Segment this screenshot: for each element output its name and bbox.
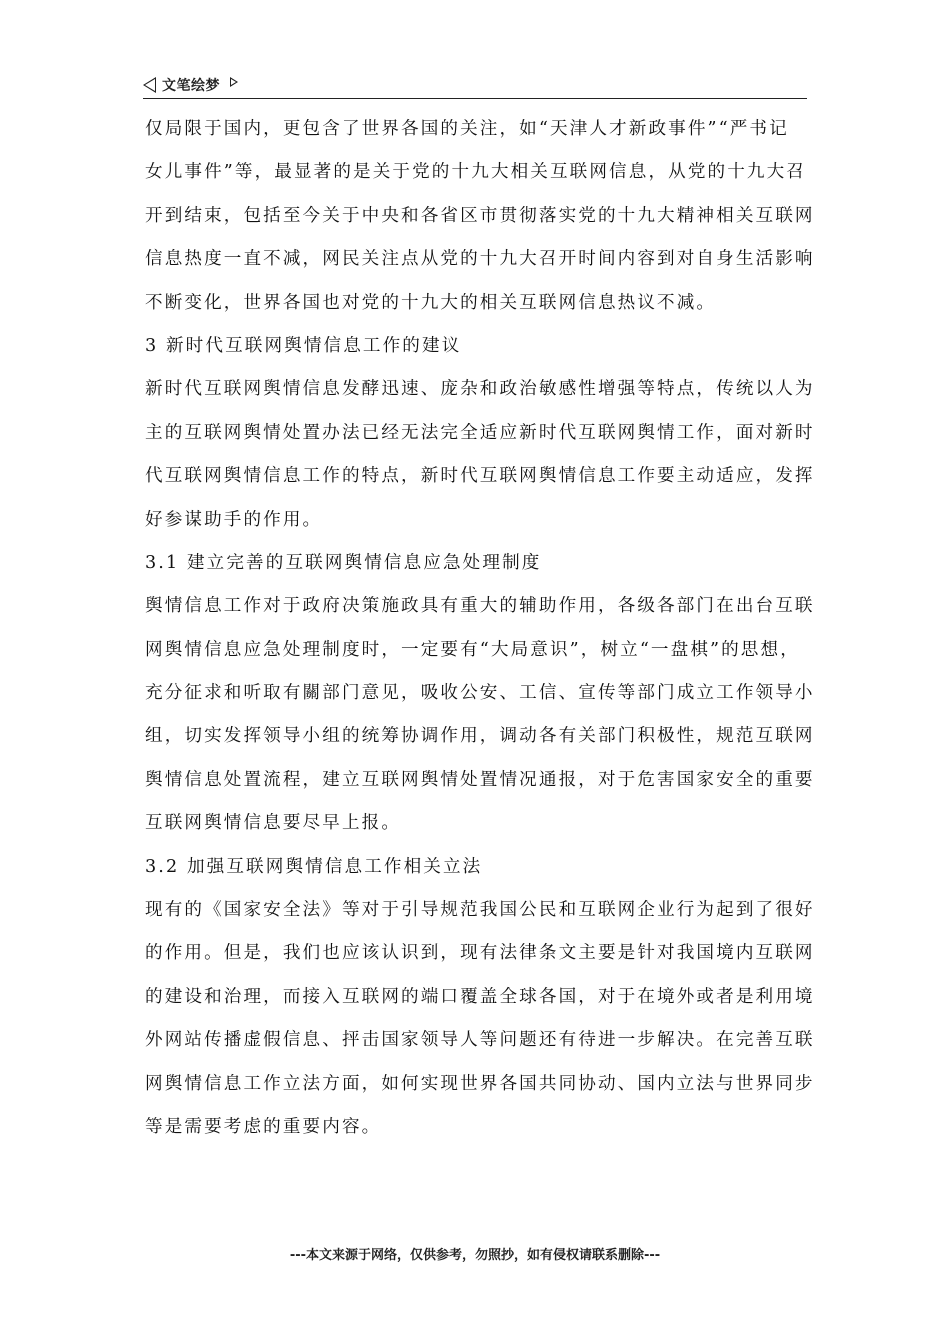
text-line: 现有的《国家安全法》等对于引导规范我国公民和互联网企业行为起到了很好 — [145, 900, 815, 921]
text-line: 代互联网舆情信息工作的特点，新时代互联网舆情信息工作要主动适应，发挥 — [145, 466, 815, 487]
text-line: 主的互联网舆情处置办法已经无法完全适应新时代互联网舆情工作，面对新时 — [145, 422, 815, 443]
text-line: 的作用。但是，我们也应该认识到，现有法律条文主要是针对我国境内互联网 — [145, 943, 815, 964]
section-heading: 3 新时代互联网舆情信息工作的建议 — [145, 335, 462, 356]
text-line: 开到结束，包括至今关于中央和各省区市贯彻落实党的十九大精神相关互联网 — [145, 205, 815, 226]
text-line: 信息热度一直不减，网民关注点从党的十九大召开时间内容到对自身生活影响 — [145, 249, 815, 270]
subsection-heading: 3.2 加强互联网舆情信息工作相关立法 — [145, 856, 483, 877]
text-line: 组，切实发挥领导小组的统筹协调作用，调动各有关部门积极性，规范互联网 — [145, 726, 815, 747]
text-line: 网舆情信息应急处理制度时，一定要有“大局意识”，树立“一盘棋”的思想， — [145, 639, 800, 660]
text-line: 互联网舆情信息要尽早上报。 — [145, 813, 402, 834]
text-line: 新时代互联网舆情信息发酵迅速、庞杂和政治敏感性增强等特点，传统以人为 — [145, 379, 815, 400]
right-triangle-icon — [230, 77, 238, 87]
text-line: 舆情信息处置流程，建立互联网舆情处置情况通报，对于危害国家安全的重要 — [145, 769, 815, 790]
page-header — [143, 72, 807, 99]
text-line: 外网站传播虚假信息、抨击国家领导人等问题还有待进一步解决。在完善互联 — [145, 1030, 815, 1051]
text-line: 不断变化，世界各国也对党的十九大的相关互联网信息热议不减。 — [145, 292, 717, 313]
text-line: 的建设和治理，而接入互联网的端口覆盖全球各国，对于在境外或者是利用境 — [145, 986, 815, 1007]
footer-notice: ---本文来源于网络，仅供参考，勿照抄，如有侵权请联系删除--- — [289, 1248, 661, 1263]
text-line: 网舆情信息工作立法方面，如何实现世界各国共同协动、国内立法与世界同步 — [145, 1073, 815, 1094]
text-line: 充分征求和听取有關部门意见，吸收公安、工信、宣传等部门成立工作领导小 — [145, 683, 815, 704]
text-line: 仅局限于国内，更包含了世界各国的关注，如“天津人才新政事件”“严书记 — [145, 119, 789, 139]
document-body — [145, 108, 815, 1149]
text-line: 好参谋助手的作用。 — [145, 509, 323, 530]
text-line: 女儿事件”等，最显著的是关于党的十九大相关互联网信息，从党的十九大召 — [145, 162, 806, 183]
left-triangle-icon — [143, 77, 156, 93]
header-brand: 文笔绘梦 — [162, 78, 220, 94]
text-line: 舆情信息工作对于政府决策施政具有重大的辅助作用，各级各部门在出台互联 — [145, 596, 815, 617]
text-line: 等是需要考虑的重要内容。 — [145, 1116, 382, 1137]
subsection-heading: 3.1 建立完善的互联网舆情信息应急处理制度 — [145, 552, 542, 573]
